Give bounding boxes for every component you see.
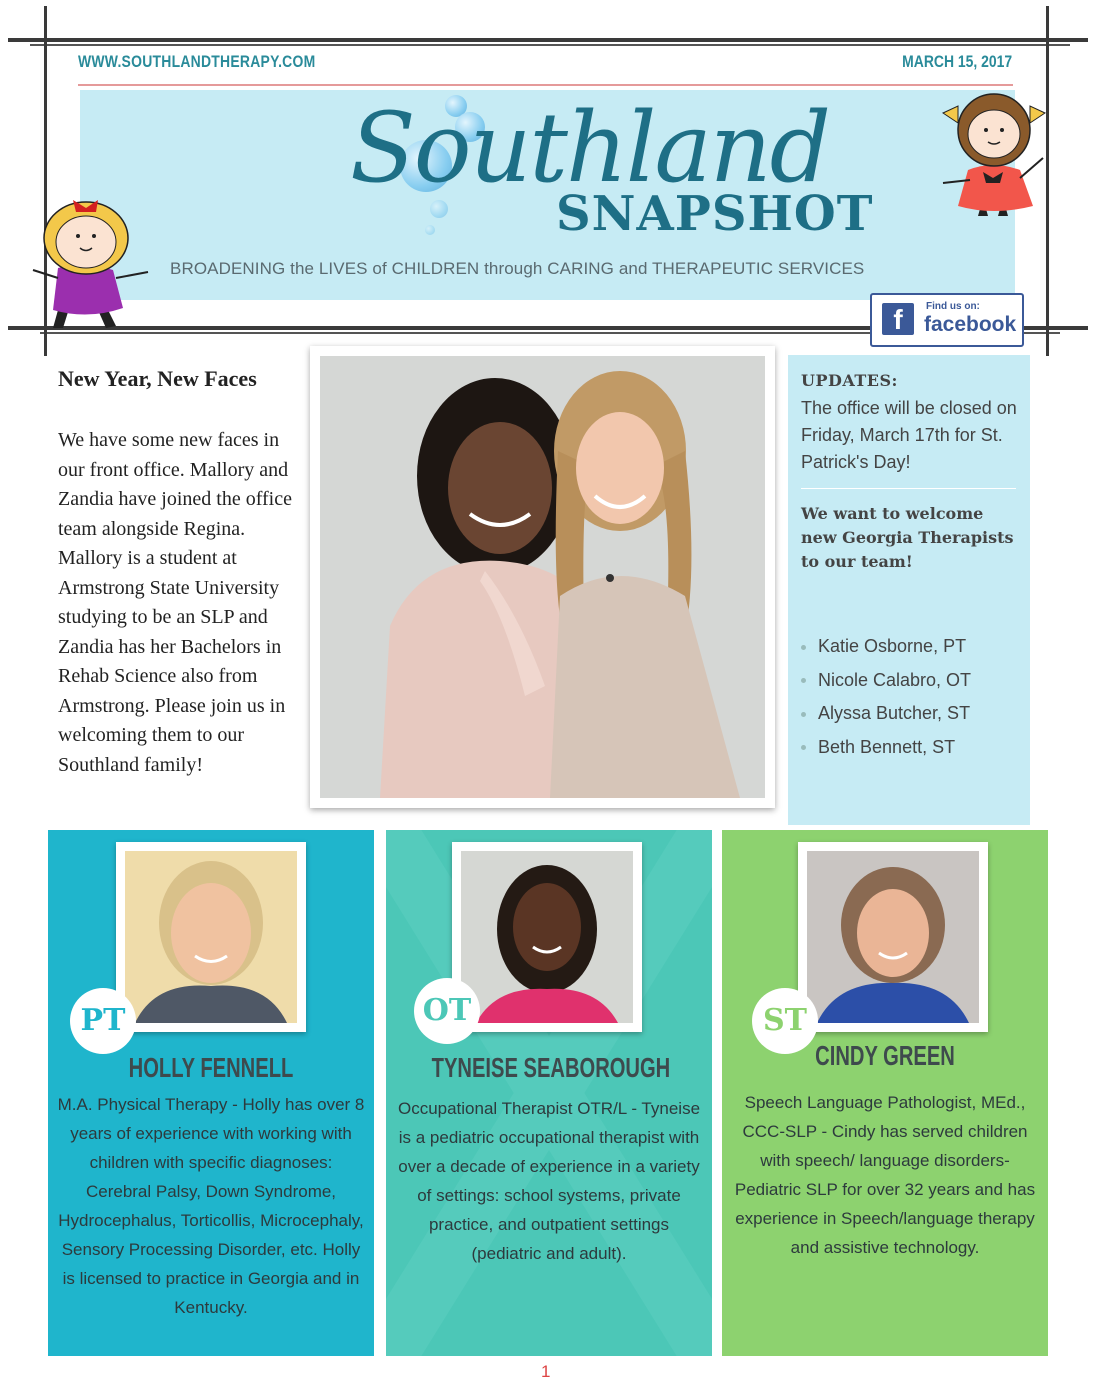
updates-panel bbox=[788, 355, 1030, 825]
frame-top-line bbox=[8, 38, 1088, 42]
front-office-photo bbox=[310, 346, 775, 808]
list-item: Katie Osborne, PT bbox=[801, 630, 1026, 664]
cartoon-girl-left-icon bbox=[28, 190, 158, 335]
ot-badge: OT bbox=[414, 978, 480, 1044]
logo-snapshot: SNAPSHOT bbox=[556, 186, 874, 242]
frame-top-line-inner bbox=[30, 44, 1070, 46]
staff-name: HOLLY FENNELL bbox=[128, 1052, 294, 1083]
list-item: Nicole Calabro, OT bbox=[801, 664, 1026, 698]
list-item: Alyssa Butcher, ST bbox=[801, 697, 1026, 731]
issue-date: MARCH 15, 2017 bbox=[901, 52, 1012, 71]
st-badge: ST bbox=[752, 988, 818, 1054]
facebook-wordmark: facebook bbox=[924, 313, 1017, 336]
staff-name: TYNEISE SEABOROUGH bbox=[431, 1052, 671, 1083]
updates-welcome: We want to welcome new Georgia Therapists to our team! bbox=[801, 504, 1014, 571]
cartoon-girl-right-icon bbox=[928, 88, 1058, 223]
holly-headshot bbox=[125, 851, 297, 1023]
header-divider bbox=[78, 84, 1013, 86]
facebook-badge[interactable] bbox=[870, 293, 1024, 347]
website-url[interactable]: WWW.SOUTHLANDTHERAPY.COM bbox=[78, 52, 316, 71]
staff-name: CINDY GREEN bbox=[815, 1040, 955, 1071]
updates-notice: The office will be closed on Friday, March 17th for St. Patrick's Day! bbox=[801, 398, 1017, 472]
updates-divider bbox=[801, 488, 1016, 489]
staff-bio: Occupational Therapist OTR/L - Tyneise is a pediatric occupational therapist with over a decade of experience in a variety of settings: school systems, private practice, and outpatient settings (pediatric and adult). bbox=[397, 1099, 701, 1263]
staff-panel-ot bbox=[386, 830, 712, 1356]
logo-southland: Southland bbox=[350, 92, 830, 204]
therapist-list bbox=[801, 630, 1026, 764]
staff-panel-st bbox=[722, 830, 1048, 1356]
facebook-find-us: Find us on: bbox=[926, 301, 980, 312]
headshot-frame bbox=[452, 842, 642, 1032]
facebook-f-icon: f bbox=[882, 303, 914, 335]
headshot-frame bbox=[116, 842, 306, 1032]
cindy-headshot bbox=[807, 851, 979, 1023]
article-body: We have some new faces in our front office. Mallory and Zandia have joined the office team alongside Regina. Mallory is a student at Armstrong State University studying to be an SLP and Zandia has her Bachelors in Rehab Science also from Armstrong. Please join us in welcoming them to our Southland family! bbox=[58, 429, 292, 776]
bubble-decoration bbox=[425, 225, 435, 235]
staff-panel-pt bbox=[48, 830, 374, 1356]
headshot-frame bbox=[798, 842, 988, 1032]
staff-bio: M.A. Physical Therapy - Holly has over 8 years of experience with working with children with specific diagnoses: Cerebral Palsy, Down Syndrome, Hydrocephalus, Torticollis, Microcephaly, Sensory Processing Disorder, etc. Holly is licensed to practice in Georgia and in Kentucky. bbox=[57, 1095, 365, 1317]
list-item: Beth Bennett, ST bbox=[801, 731, 1026, 765]
article-title: New Year, New Faces bbox=[58, 366, 257, 391]
updates-heading: UPDATES: bbox=[801, 371, 898, 390]
staff-bio: Speech Language Pathologist, MEd., CCC-SLP - Cindy has served children with speech/ language disorders- Pediatric SLP for over 32 years and has experience in Speech/language therapy and assistive technology. bbox=[734, 1093, 1036, 1257]
page-number: 1 bbox=[541, 1362, 551, 1381]
pt-badge: PT bbox=[70, 988, 136, 1054]
tagline: BROADENING the LIVES of CHILDREN through CARING and THERAPEUTIC SERVICES bbox=[170, 259, 865, 278]
tyneise-headshot bbox=[461, 851, 633, 1023]
front-office-photo-image bbox=[320, 356, 765, 798]
